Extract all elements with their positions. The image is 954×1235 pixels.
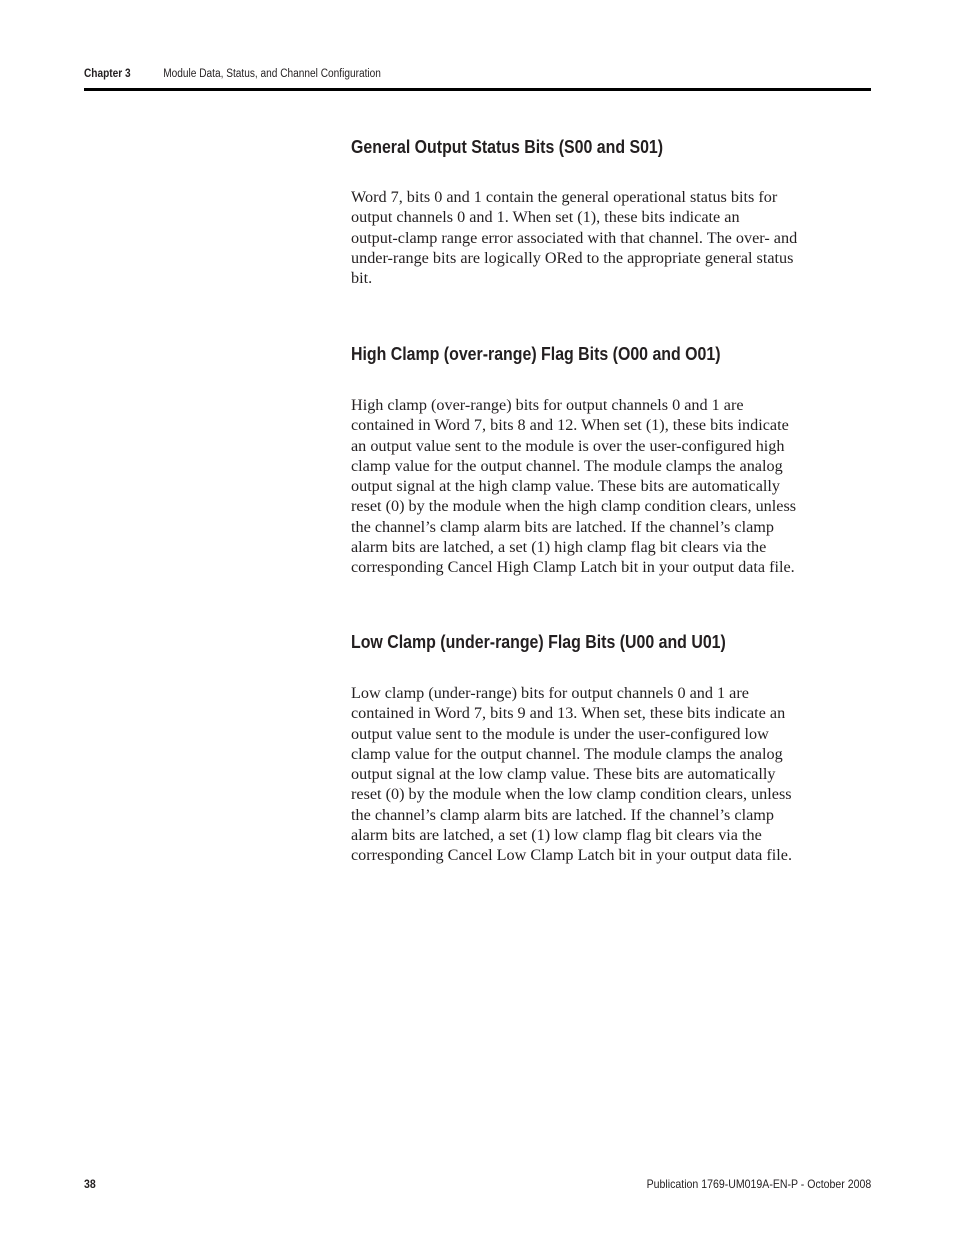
body-line: alarm bits are latched, a set (1) high clamp flag bit clears via the: [351, 538, 767, 557]
section-body-low-clamp: [351, 683, 871, 866]
body-line: output-clamp range error associated with that channel. The over- and: [351, 228, 798, 247]
running-header: [84, 66, 777, 82]
section-heading-general-output-status: General Output Status Bits (S00 and S01): [351, 136, 664, 157]
section-heading-low-clamp: Low Clamp (under-range) Flag Bits (U00 and U01): [351, 631, 726, 652]
chapter-label: Chapter 3: [84, 68, 131, 80]
body-line: contained in Word 7, bits 8 and 12. When set (1), these bits indicate: [351, 416, 789, 435]
body-line: output signal at the low clamp value. These bits are automatically: [351, 765, 776, 784]
body-line: output signal at the high clamp value. These bits are automatically: [351, 477, 781, 496]
body-line: clamp value for the output channel. The module clamps the analog: [351, 456, 783, 475]
body-line: Word 7, bits 0 and 1 contain the general operational status bits for: [351, 188, 778, 206]
page-number: 38: [84, 1177, 96, 1191]
body-line: bit.: [351, 269, 373, 288]
body-line: reset (0) by the module when the high clamp condition clears, unless: [351, 497, 797, 516]
body-line: output channels 0 and 1. When set (1), these bits indicate an: [351, 208, 740, 227]
body-line: Low clamp (under-range) bits for output channels 0 and 1 are: [351, 684, 749, 702]
section-heading-high-clamp: High Clamp (over-range) Flag Bits (O00 and O01): [351, 343, 721, 364]
body-line: output value sent to the module is under the user-configured low: [351, 724, 769, 743]
body-line: corresponding Cancel High Clamp Latch bit in your output data file.: [351, 558, 795, 577]
body-line: corresponding Cancel Low Clamp Latch bit in your output data file.: [351, 846, 792, 865]
body-line: under-range bits are logically ORed to the appropriate general status: [351, 248, 794, 267]
section-body-high-clamp: [351, 395, 871, 578]
body-line: an output value sent to the module is over the user-configured high: [351, 436, 785, 455]
body-line: the channel’s clamp alarm bits are latched. If the channel’s clamp: [351, 805, 774, 824]
chapter-title: Module Data, Status, and Channel Configuration: [163, 68, 381, 80]
section-body-general-output-status: [351, 187, 871, 288]
body-line: High clamp (over-range) bits for output channels 0 and 1 are: [351, 396, 744, 414]
header-rule: [84, 88, 871, 91]
body-line: the channel’s clamp alarm bits are latched. If the channel’s clamp: [351, 517, 774, 536]
body-line: contained in Word 7, bits 9 and 13. When set, these bits indicate an: [351, 704, 786, 723]
body-line: reset (0) by the module when the low clamp condition clears, unless: [351, 785, 792, 804]
publication-info: Publication 1769-UM019A-EN-P - October 2008: [646, 1177, 871, 1191]
body-line: alarm bits are latched, a set (1) low clamp flag bit clears via the: [351, 826, 762, 845]
body-line: clamp value for the output channel. The module clamps the analog: [351, 744, 783, 763]
